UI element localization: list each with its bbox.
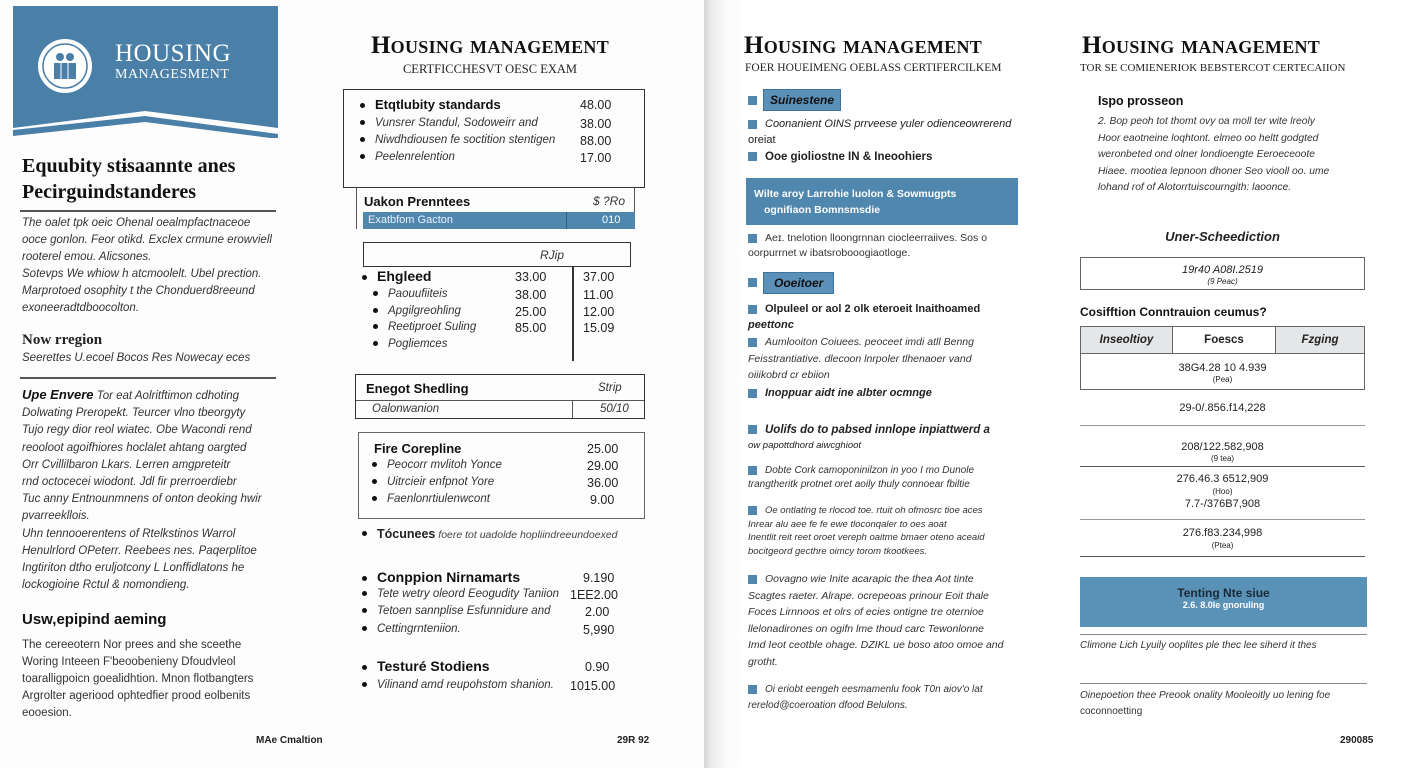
page-subtitle: CERTFICCHESVT OESC EXAM xyxy=(402,62,578,76)
column-divider xyxy=(572,267,574,361)
page-title: Housing management xyxy=(1082,32,1321,59)
shedding-row-label: Oalonwanion xyxy=(372,403,440,415)
divider xyxy=(1080,466,1365,467)
list-item xyxy=(748,682,983,714)
rip-header-label: RJip xyxy=(540,248,565,262)
rip-header xyxy=(363,242,631,267)
item-value: 25.00 xyxy=(515,305,547,319)
note-lead: Tócunees xyxy=(377,527,436,541)
callout-text: Wilte aroy Larrohie luolon & Sowmugpts xyxy=(754,188,957,200)
callout-title: Tenting Nte siue xyxy=(1177,586,1270,600)
item-text: Inrear alu aee fe fe ewe tloconqaler to oes aoat xyxy=(748,518,947,530)
premises-value: $ ?Ro xyxy=(593,194,626,208)
item-label: Faenlonrtiulenwcont xyxy=(387,493,490,505)
divider xyxy=(1080,634,1367,635)
item-value: 1EE2.00 xyxy=(570,588,618,602)
text-line: Sotevps We whiow h atcmoolelt. Ubel prection. xyxy=(22,268,262,280)
row-value: 38G4.28 10 4.939 xyxy=(1178,362,1267,374)
item-value: 9.190 xyxy=(583,571,615,585)
highlight-label: Exatbfom Gacton xyxy=(368,214,453,226)
text-line: reooloot agoifhiores hoclalet ahtang oargted xyxy=(22,441,247,454)
divider xyxy=(1080,556,1365,557)
item-text: rerelod@coeroation dfood Belulons. xyxy=(748,700,908,711)
divider xyxy=(20,210,276,212)
divider xyxy=(566,212,567,229)
note-text: Climone Lich Lyuily ooplites ple thec lee siherd it thes xyxy=(1080,640,1317,651)
divider xyxy=(572,400,573,418)
section-title: Ispo prosseon xyxy=(1098,94,1184,108)
row-value: 29-0/.856.f14,228 xyxy=(1179,402,1266,414)
text-line: 2. Bop peoh tot thomt ovy oa moll ter wite lreoly xyxy=(1098,116,1315,127)
text-line: ooce gonlon. Feor otikd. Exclex crmune erowviell xyxy=(22,234,272,246)
testing-callout xyxy=(1080,577,1367,627)
schedule-note: (9 Peac) xyxy=(1207,277,1238,286)
page-subtitle: TOR SE COMIENERIOK BEBSTERCOT CERTECAIION xyxy=(1080,62,1346,74)
list-item xyxy=(748,301,980,333)
row-value: 276.46.3 6512,909 xyxy=(1176,473,1269,485)
highlight-value: 010 xyxy=(602,214,621,226)
text-line: Marprotoed osophity t the Chonduerd8reeund xyxy=(22,285,255,297)
list-item xyxy=(373,338,447,350)
item-value: 17.00 xyxy=(580,151,612,165)
item-value: 12.00 xyxy=(583,305,615,319)
schedule-value: 19r40 A08I.2519 xyxy=(1182,264,1263,276)
list-item xyxy=(360,97,501,112)
section3-paragraph xyxy=(22,637,253,722)
item-value: 9.00 xyxy=(590,493,615,507)
table-title: Cosifftion Conntrauion ceumus? xyxy=(1080,305,1267,319)
item-label: Tetoen sannplise Esfunnidure and xyxy=(377,605,551,617)
item-label: Uitrcieir enfpnot Yore xyxy=(387,476,495,488)
banner-title: HOUSING xyxy=(115,40,231,67)
section3-title: Usw,epipind aeming xyxy=(22,611,167,628)
list-item xyxy=(362,679,554,691)
callout-subtitle: 2.6. 8.0le gnoruling xyxy=(1182,600,1265,610)
divider xyxy=(20,377,276,379)
item-text: bocitgeord gecthre oimcy torom tkootkees. xyxy=(748,546,928,558)
table-header: Inseoltioy xyxy=(1081,327,1173,353)
item-text: grotht. xyxy=(748,655,778,668)
premises-label: Uakon Prenntees xyxy=(364,194,471,209)
item-value: 25.00 xyxy=(587,442,619,456)
shedding-label: Enegot Shedling xyxy=(366,381,469,396)
item-label: Tete wetry oleord Eeogudity Taniion xyxy=(377,588,559,600)
item-value: 48.00 xyxy=(580,98,612,112)
item-value: 2.00 xyxy=(585,605,610,619)
list-item xyxy=(748,387,932,399)
row-note: (Hoo) xyxy=(1212,486,1233,496)
text-line: rooterel emou. Alicsones. xyxy=(22,251,152,263)
section-heading: Equubity stɨsaannte anes xyxy=(22,155,236,177)
text-line: rnd octocecei wiodont. Jdl fir prerroerdiebr xyxy=(22,476,237,489)
text-line: Woring Inteeen F'beoobenieny Dfoudvleol xyxy=(22,656,236,668)
intro-paragraph xyxy=(22,215,272,317)
text-line: weronbeted ond olner londioengte Eeroeceoote xyxy=(1098,149,1315,160)
note-paragraph xyxy=(1080,688,1330,720)
item-value: 29.00 xyxy=(587,459,619,473)
table-row xyxy=(1080,402,1365,414)
list-item xyxy=(360,117,538,129)
item-label: Niwdhdiousen fe soctition stentigen xyxy=(375,134,556,146)
page-footer: 29R 92 xyxy=(617,735,650,746)
item-text: ow papottdhord aiwcghioot xyxy=(748,440,862,451)
list-item xyxy=(360,134,555,146)
item-text: oiiikobrd cr ebiion xyxy=(748,369,830,381)
list-item xyxy=(748,151,932,163)
item-label: Peelenrelention xyxy=(375,151,455,163)
text-line: Tor eat Aolritftimon cdhoting xyxy=(93,390,240,402)
item-label: Vilinand amd reupohstom shanion. xyxy=(377,679,554,691)
table-row xyxy=(1080,473,1365,511)
item-text: Oi eriobt eengeh eesmamenlu fook T0n aiov'o lat xyxy=(765,684,983,695)
text-line: Argrolter ageriood ophtedfier prood eolbenits xyxy=(22,690,251,702)
divider xyxy=(356,400,644,401)
text-line: Henulrlord OPeterr. Reebees nes. Paqerplitoe xyxy=(22,544,257,557)
paragraph-lead: Upe Envere xyxy=(22,387,94,402)
list-item xyxy=(372,493,490,505)
page-title: Housing management xyxy=(370,32,610,59)
item-label: Apgilgreohling xyxy=(388,305,461,317)
list-item xyxy=(372,476,494,488)
item-label: Ehgleed xyxy=(377,268,432,284)
schedule-box xyxy=(1080,257,1365,290)
item-text: peettonc xyxy=(748,319,794,331)
section-tag: Ooeitoer xyxy=(763,272,834,294)
row-note: (Pea) xyxy=(1212,375,1233,384)
text-line: Hiaee. mootiea lepnoon dhoner Seo viooll oo. ume xyxy=(1098,165,1330,177)
row-value: 7.7-/376B7,908 xyxy=(1184,498,1261,510)
text-line: Tuc anny Entnounmnens of onton deoking hwir xyxy=(22,493,262,506)
item-label: Vunsrer Standul, Sodoweirr and xyxy=(375,117,538,129)
list-item xyxy=(362,268,431,284)
page-footer: 290085 xyxy=(1340,735,1374,746)
list-item xyxy=(748,334,974,384)
list-item xyxy=(362,605,550,617)
list-item xyxy=(748,423,990,453)
item-value: 38.00 xyxy=(580,117,612,131)
page-title: Housing management xyxy=(744,32,983,59)
item-text: oorpurrnet w ibatsrobooogiaotloge. xyxy=(748,247,911,259)
section2-subtitle: Seerettes U.ecoel Bocos Res Nowecay eces xyxy=(22,352,251,364)
text-line: Ingtiriton dtho eruljotcony L Lonffidlatons he xyxy=(22,562,245,575)
note-text: foere tot uadolde hopliindreeundoexed xyxy=(435,529,618,541)
item-label: Peocorr mvlitoh Yonce xyxy=(387,459,502,471)
shedding-row-value: 50/10 xyxy=(600,403,629,415)
page-footer: MAe Cmaltion xyxy=(256,735,323,746)
text-line: The oalet tpk oeic Ohenal oealmpfactnaceoe xyxy=(22,217,251,229)
row-value: 276.f83.234,998 xyxy=(1182,527,1263,539)
divider xyxy=(1080,683,1367,684)
item-text: Dobte Cork camoponinilzon in yoo I mo Dunole xyxy=(765,465,974,476)
divider xyxy=(1080,519,1365,520)
list-item xyxy=(373,321,476,333)
item-text: trangtheritk protnet oret aoily thuly connoear fbiltie xyxy=(748,479,970,490)
text-line: Orr Cvillilbaron Lkars. Lerren amgpreteitr xyxy=(22,458,231,471)
row-value: 208/122.582,908 xyxy=(1181,441,1264,453)
table-header-row xyxy=(1081,327,1364,354)
right-page xyxy=(704,0,1408,768)
item-text: llelonadirones on ogifn lme thoud carc Tewonlonne xyxy=(748,622,985,635)
item-value: 33.00 xyxy=(515,270,547,284)
item-value: 85.00 xyxy=(515,321,547,335)
list-item xyxy=(373,305,461,317)
table-row xyxy=(1081,354,1364,386)
row-note: (Ptea) xyxy=(1211,540,1234,550)
list-item xyxy=(372,459,502,471)
item-value: 15.09 xyxy=(583,321,615,335)
section-paragraph xyxy=(1098,114,1329,197)
table-row xyxy=(1080,441,1365,465)
item-text: oreiat xyxy=(748,134,776,146)
text-line: Uhn tennooerentens of Rtelkstinos Warrol xyxy=(22,527,236,540)
text-line: lohand rof of Alotorrtuiscourngith: laoonce. xyxy=(1098,182,1292,193)
row-note: (9 tea) xyxy=(1210,454,1235,463)
section-tag: Suinestene xyxy=(763,89,841,111)
schedule-title: Uner-Scheediction xyxy=(1165,229,1280,244)
note-item xyxy=(362,525,618,543)
item-text: Inentlit reit reet oroet vereph oaitme bmaer oteno aceaid xyxy=(748,532,985,544)
brand-banner xyxy=(13,6,278,138)
item-text: Uolifs do to pabsed innlope inpiattwerd a xyxy=(765,424,990,436)
page-subtitle: FOER HOUEIMENG OEBLASS CERTIFERCILKEM xyxy=(745,62,1002,74)
item-value: 5,990 xyxy=(583,623,615,637)
item-text: Ooe gioliostne IN & Ineoohiers xyxy=(765,151,933,163)
body-paragraph xyxy=(22,386,262,594)
list-item xyxy=(362,623,461,635)
text-line: Hoor eaotneine loqhtont. elmeo oo heltt godgted xyxy=(1098,132,1319,144)
item-text: Oe ontlatlng te rlocod toe. rtuit oh ofmosrc tioe aces xyxy=(765,505,983,516)
text-line: Oinepoetion thee Preook onality Mooleoitly uo lening foe xyxy=(1080,690,1331,701)
table-header: Fzging xyxy=(1276,327,1364,353)
callout-box xyxy=(746,178,1018,225)
table-header: Foescs xyxy=(1173,327,1276,353)
list-item xyxy=(362,588,559,600)
certification-table xyxy=(1080,326,1365,390)
text-line: toaralligpoicn goealidhtion. Mnon flotbangters xyxy=(22,673,254,685)
item-text: Scagtes raeter. Alrape. ocrepeoas prinour Eoit thale xyxy=(748,589,989,602)
item-text: Foces Lirnnoos et olrs of ecies ontigne tre oternioe xyxy=(748,606,984,618)
banner-subtitle: MANAGESMENT xyxy=(115,67,230,82)
text-line: lockogioine Rctul & nomondieng. xyxy=(22,579,190,592)
item-label: Cettingrnteniion. xyxy=(377,623,461,635)
item-text: Aeɪ. tnelotion lloongrnnan ciocleerraiives. Sos o xyxy=(765,232,988,244)
shedding-value: Strip xyxy=(598,382,622,394)
text-line: Tujo regy dior reol wiatec. Obe Wacondi rend xyxy=(22,424,252,437)
list-item xyxy=(748,504,985,559)
list-item xyxy=(748,231,987,261)
housing-seal-logo-icon xyxy=(35,36,95,96)
text-line: Dolwating Preropekt. Teurcer vlno tbeorgyty xyxy=(22,407,246,420)
item-value: 0.90 xyxy=(585,660,610,674)
item-text: Olpuleel or aol 2 olk eteroeit lnaithoamed xyxy=(765,303,981,315)
item-text: Inoppuar aidt ine albter ocmnge xyxy=(765,387,932,399)
bullet-square-icon xyxy=(748,278,757,287)
section2-title: Now rregion xyxy=(22,332,103,348)
item-text: Aumlooiton Coiuees. peoceet imdi atll Benng xyxy=(765,336,974,348)
section-heading-line2: Pecirguindstanderes xyxy=(22,181,197,203)
list-item xyxy=(748,464,974,492)
item-label: Testuré Stodiens xyxy=(377,658,490,674)
text-line: coconnoetting xyxy=(1080,706,1143,717)
item-value: 38.00 xyxy=(515,288,547,302)
item-text: Coonanient OINS prrveese yuler odienceowrerend xyxy=(765,118,1012,130)
divider xyxy=(1080,425,1365,426)
list-item xyxy=(748,571,1003,670)
text-line: exoneeradtdboocolton. xyxy=(22,302,140,314)
item-text: Imd Ieot ceotble ohage. DZIKL ue boso atoo omoe and xyxy=(748,639,1004,651)
item-value: 37.00 xyxy=(583,270,615,284)
item-label: Etqtlubity standards xyxy=(375,97,501,112)
callout-text: ognifiaon Bomnsmsdie xyxy=(764,204,881,216)
item-value: 11.00 xyxy=(583,288,614,302)
item-label: Reetiproet Suling xyxy=(388,321,477,333)
item-text: Oovagno wie Inite acarapic the thea Aot tinte xyxy=(765,573,974,585)
table-row xyxy=(1080,527,1365,552)
list-item xyxy=(362,569,520,585)
bullet-square-icon xyxy=(748,96,757,105)
item-label: Conppion Nirnamarts xyxy=(377,569,521,585)
item-value: 88.00 xyxy=(580,134,612,148)
fire-compliance-title: Fire Corepline xyxy=(374,441,462,456)
item-label: Paouufiiteis xyxy=(388,288,448,300)
text-line: eooesion. xyxy=(22,707,72,719)
list-item xyxy=(362,658,490,674)
text-line: pvarreekllois. xyxy=(22,510,90,523)
list-item xyxy=(748,116,1011,148)
list-item xyxy=(360,151,455,163)
item-value: 36.00 xyxy=(587,476,619,490)
item-value: 1015.00 xyxy=(570,679,616,693)
item-label: Pogliemces xyxy=(388,338,448,350)
text-line: The cereeotern Nor prees and she sceethe xyxy=(22,639,242,651)
item-text: Feisstrantiative. dlecoon lnrpoler tlhenaoer vand xyxy=(748,352,972,365)
list-item xyxy=(373,288,447,300)
